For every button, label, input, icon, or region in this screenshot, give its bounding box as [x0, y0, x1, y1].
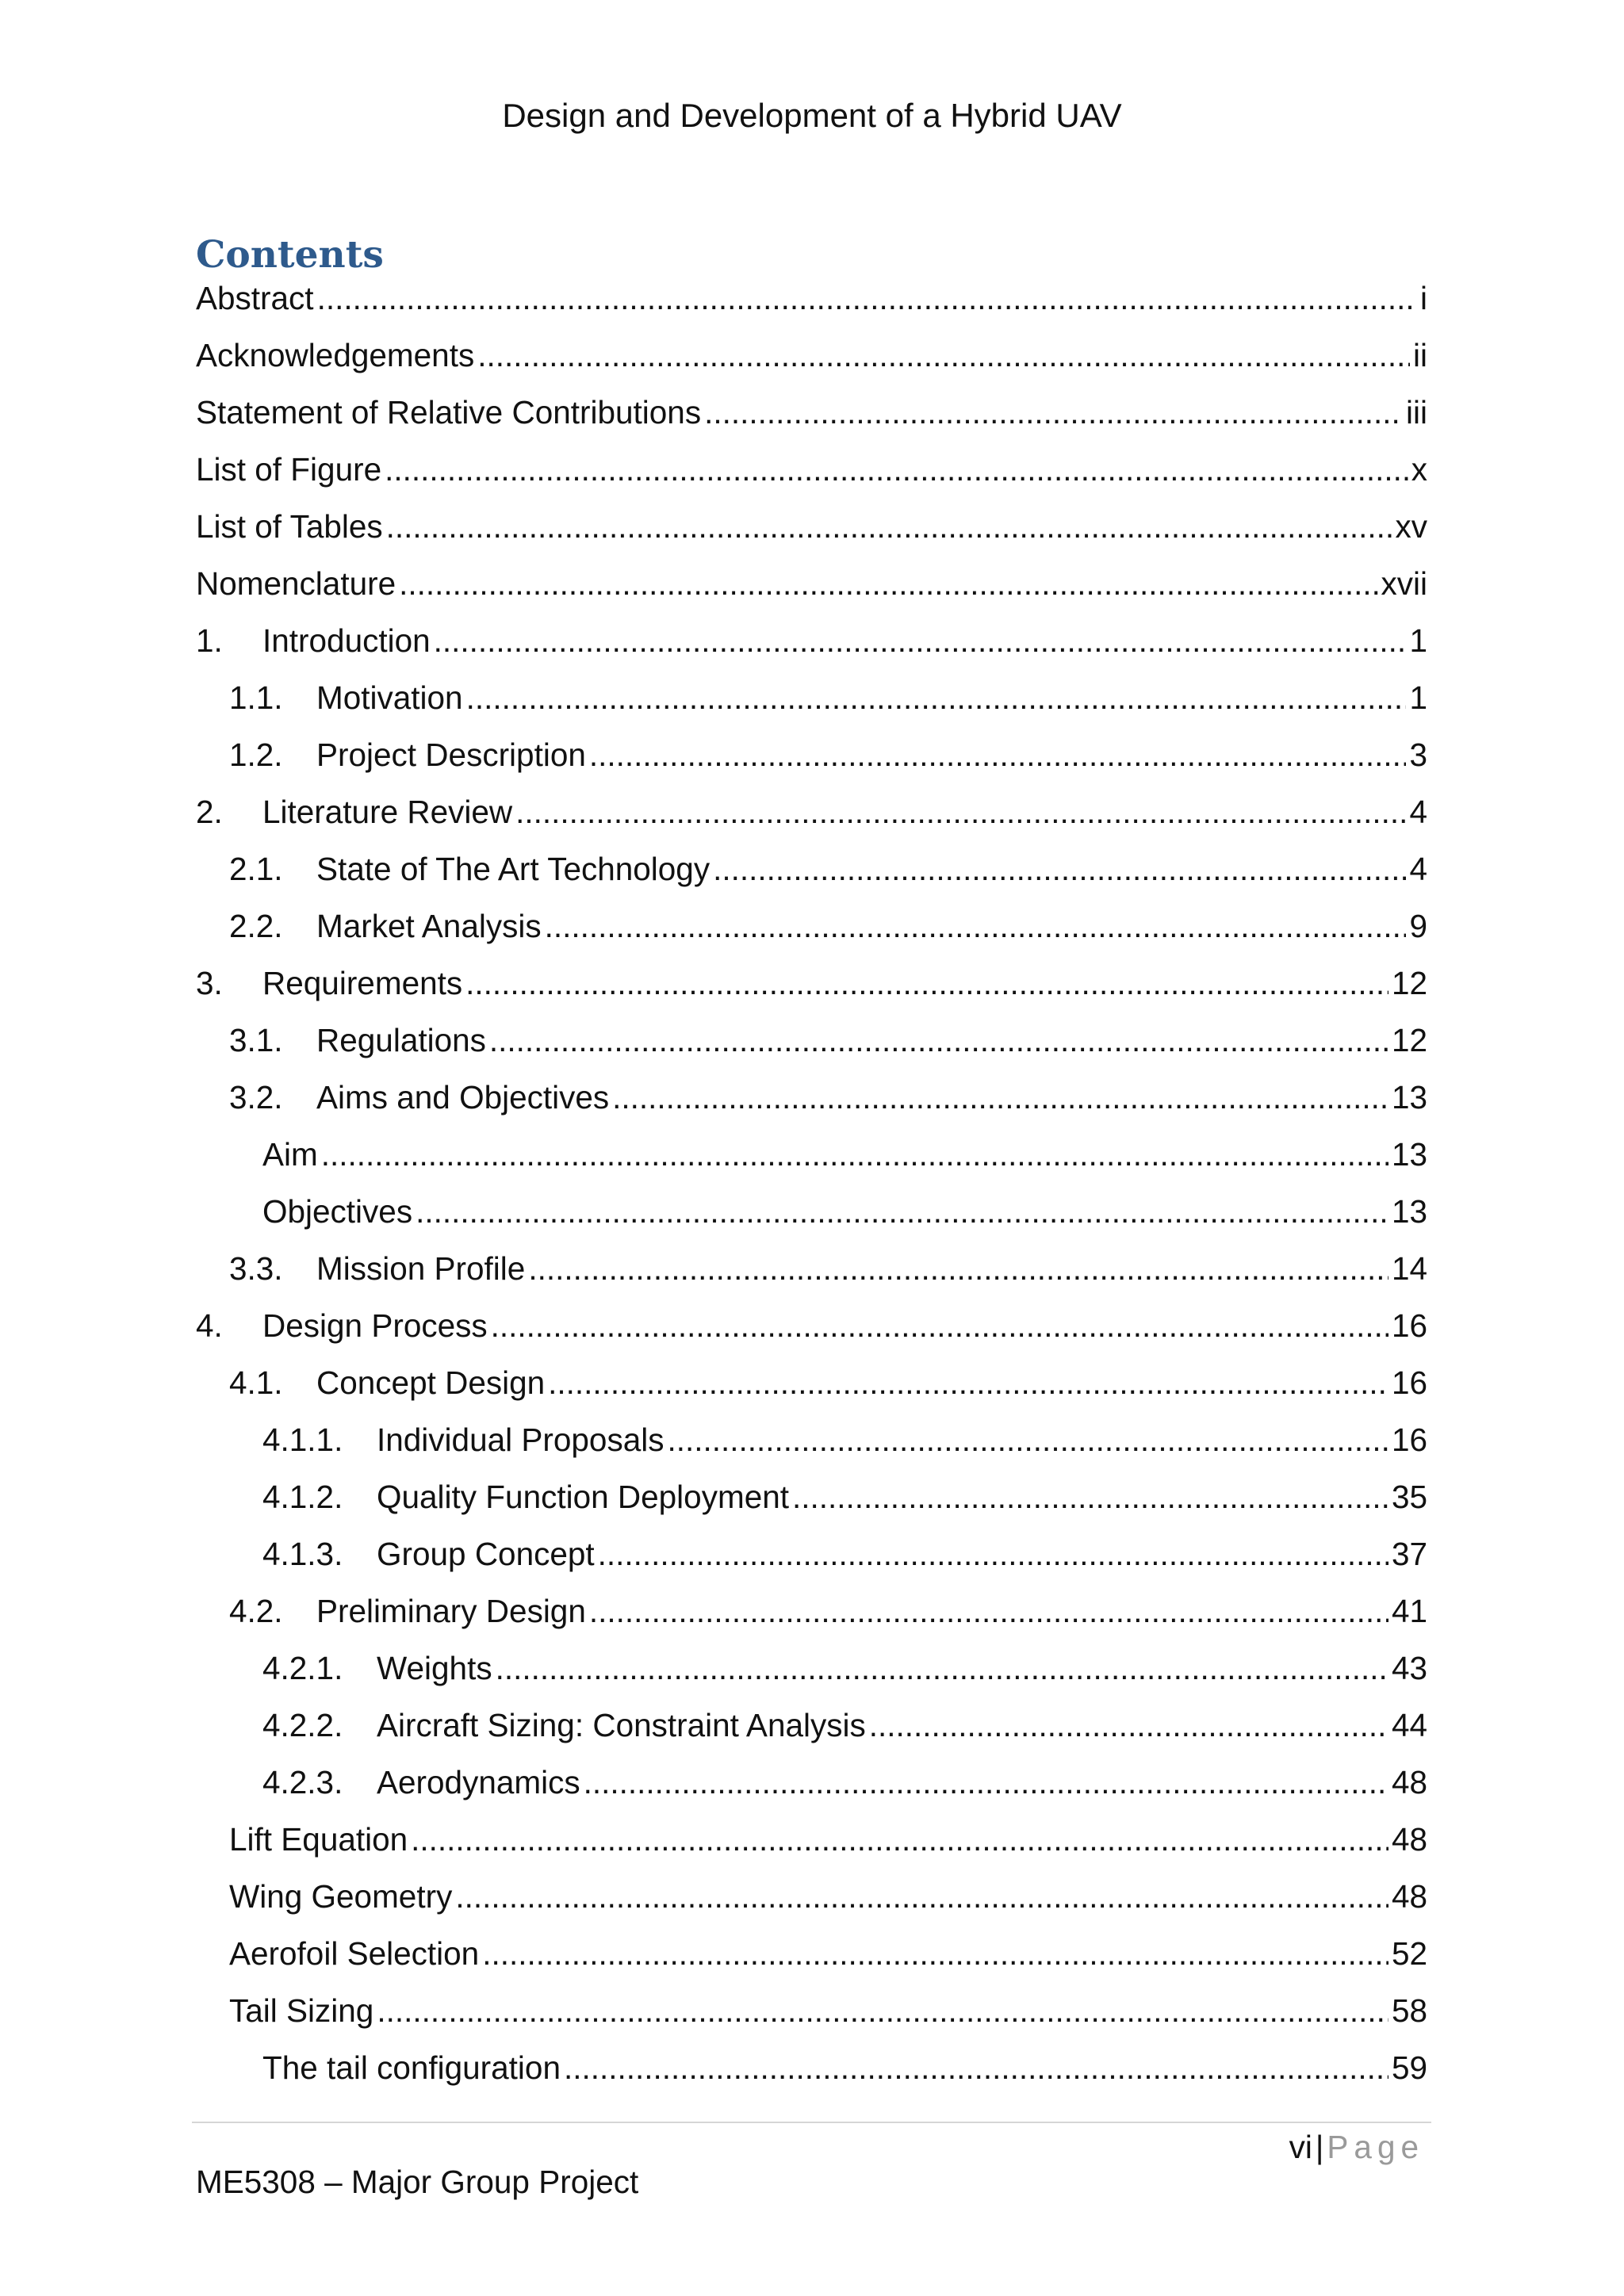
toc-entry-page: 13: [1391, 1079, 1427, 1115]
toc-entry-title: Group Concept: [377, 1536, 595, 1572]
toc-entry-page: iii: [1406, 394, 1427, 430]
page-number-value: vi: [1289, 2129, 1312, 2165]
toc-entry-title: List of Figure: [196, 451, 382, 488]
toc-entry-title: Statement of Relative Contributions: [196, 394, 702, 430]
toc-entry-title: Preliminary Design: [316, 1593, 586, 1629]
toc-entry[interactable]: [196, 504, 1427, 561]
toc-entry-page: 13: [1391, 1193, 1427, 1230]
toc-entry-title: Objectives: [262, 1193, 413, 1230]
toc-entry[interactable]: [196, 790, 1427, 847]
toc-dot-leader: [515, 790, 1406, 834]
toc-entry-title: Introduction: [262, 622, 431, 659]
toc-entry[interactable]: [196, 1018, 1427, 1075]
toc-entry-number: 2.2.: [229, 908, 283, 944]
toc-entry-number: 4.1.1.: [262, 1422, 343, 1458]
toc-entry-page: 44: [1391, 1707, 1427, 1743]
toc-entry-title: The tail configuration: [262, 2049, 561, 2086]
toc-entry-page: 37: [1391, 1536, 1427, 1572]
toc-entry-number: 4.1.3.: [262, 1536, 343, 1572]
toc-entry[interactable]: [196, 618, 1427, 675]
toc-dot-leader: [869, 1703, 1388, 1747]
toc-entry-number: 4.1.: [229, 1364, 283, 1401]
toc-entry-title: Tail Sizing: [229, 1992, 374, 2029]
toc-entry-page: 48: [1391, 1878, 1427, 1915]
toc-entry-number: 3.3.: [229, 1250, 283, 1287]
toc-entry[interactable]: [196, 961, 1427, 1018]
toc-dot-leader: [386, 504, 1392, 549]
toc-entry-title: Literature Review: [262, 794, 513, 830]
toc-entry[interactable]: [196, 1703, 1427, 1760]
toc-entry-title: Aerodynamics: [377, 1764, 580, 1800]
toc-entry-page: i: [1420, 280, 1427, 316]
toc-entry[interactable]: [196, 1646, 1427, 1703]
toc-dot-leader: [466, 675, 1407, 720]
toc-entry[interactable]: [196, 1931, 1427, 1988]
toc-dot-leader: [416, 1189, 1388, 1234]
toc-dot-leader: [465, 961, 1388, 1005]
toc-entry-page: 41: [1391, 1593, 1427, 1629]
toc-dot-leader: [704, 390, 1403, 434]
toc-entry-title: Requirements: [262, 965, 463, 1001]
toc-entry-page: 12: [1391, 965, 1427, 1001]
toc-dot-leader: [377, 1988, 1388, 2033]
toc-entry-number: 2.1.: [229, 851, 283, 887]
toc-entry[interactable]: [196, 675, 1427, 733]
toc-entry-page: 16: [1391, 1422, 1427, 1458]
toc-entry[interactable]: [196, 2045, 1427, 2103]
toc-entry-title: Aircraft Sizing: Constraint Analysis: [377, 1707, 866, 1743]
toc-entry-page: 4: [1409, 851, 1427, 887]
toc-entry-number: 3.: [196, 965, 223, 1001]
toc-entry[interactable]: [196, 1532, 1427, 1589]
toc-entry-page: 1: [1409, 679, 1427, 716]
toc-entry-title: Individual Proposals: [377, 1422, 665, 1458]
toc-dot-leader: [713, 847, 1406, 891]
page-number: [1289, 2125, 1424, 2169]
toc-entry-title: Lift Equation: [229, 1821, 408, 1858]
toc-entry-page: 52: [1391, 1935, 1427, 1972]
toc-dot-leader: [482, 1931, 1388, 1976]
toc-entry[interactable]: [196, 1246, 1427, 1303]
toc-dot-leader: [455, 1874, 1388, 1919]
footer-course-title: ME5308 – Major Group Project: [196, 2164, 639, 2200]
toc-entry-title: List of Tables: [196, 508, 383, 545]
toc-entry-title: Market Analysis: [316, 908, 542, 944]
toc-entry-number: 1.2.: [229, 737, 283, 773]
toc-entry-title: Nomenclature: [196, 565, 396, 602]
toc-entry-number: 4.2.2.: [262, 1707, 343, 1743]
toc-dot-leader: [548, 1360, 1388, 1405]
toc-entry[interactable]: [196, 847, 1427, 904]
toc-entry-page: x: [1411, 451, 1427, 488]
toc-dot-leader: [434, 618, 1407, 663]
toc-entry-title: Weights: [377, 1650, 492, 1686]
toc-dot-leader: [545, 904, 1407, 948]
toc-entry[interactable]: [196, 1418, 1427, 1475]
contents-heading: Contents: [196, 233, 384, 277]
toc-entry-page: xvii: [1381, 565, 1427, 602]
toc-entry-number: 3.2.: [229, 1079, 283, 1115]
toc-entry[interactable]: [196, 1874, 1427, 1931]
toc-entry-number: 4.2.: [229, 1593, 283, 1629]
toc-dot-leader: [411, 1817, 1388, 1862]
toc-entry[interactable]: [196, 1475, 1427, 1532]
toc-entry-title: Quality Function Deployment: [377, 1479, 789, 1515]
toc-dot-leader: [496, 1646, 1388, 1690]
toc-entry-page: 43: [1391, 1650, 1427, 1686]
toc-dot-leader: [491, 1303, 1388, 1348]
toc-dot-leader: [584, 1760, 1388, 1804]
toc-entry-page: xv: [1395, 508, 1427, 545]
table-of-contents: [196, 276, 1427, 2103]
toc-entry-number: 3.1.: [229, 1022, 283, 1058]
toc-entry[interactable]: [196, 1817, 1427, 1874]
toc-entry[interactable]: [196, 1075, 1427, 1132]
page-header-title: Design and Development of a Hybrid UAV: [502, 97, 1122, 134]
toc-entry[interactable]: [196, 1760, 1427, 1817]
toc-entry-number: 4.2.3.: [262, 1764, 343, 1800]
toc-entry-page: 58: [1391, 1992, 1427, 2029]
toc-dot-leader: [589, 733, 1407, 777]
toc-entry-title: Mission Profile: [316, 1250, 526, 1287]
toc-entry[interactable]: [196, 333, 1427, 390]
page-label: Page: [1327, 2129, 1424, 2165]
toc-dot-leader: [399, 561, 1377, 606]
toc-entry-page: 1: [1409, 622, 1427, 659]
toc-entry[interactable]: [196, 1988, 1427, 2045]
toc-entry-page: 48: [1391, 1821, 1427, 1858]
toc-dot-leader: [598, 1532, 1388, 1576]
toc-dot-leader: [528, 1246, 1388, 1291]
toc-dot-leader: [792, 1475, 1388, 1519]
toc-entry-page: 48: [1391, 1764, 1427, 1800]
toc-entry-page: ii: [1413, 337, 1427, 373]
toc-entry-number: 4.: [196, 1307, 223, 1344]
toc-entry-page: 13: [1391, 1136, 1427, 1173]
toc-entry[interactable]: [196, 1189, 1427, 1246]
toc-entry-title: State of The Art Technology: [316, 851, 710, 887]
toc-dot-leader: [564, 2045, 1388, 2090]
toc-dot-leader: [667, 1418, 1388, 1462]
toc-entry[interactable]: [196, 276, 1427, 333]
toc-entry-page: 9: [1409, 908, 1427, 944]
toc-entry-page: 3: [1409, 737, 1427, 773]
toc-entry-page: 59: [1391, 2049, 1427, 2086]
toc-dot-leader: [489, 1018, 1388, 1062]
toc-entry-title: Acknowledgements: [196, 337, 475, 373]
toc-entry-title: Aerofoil Selection: [229, 1935, 480, 1972]
toc-dot-leader: [477, 333, 1410, 377]
toc-entry-page: 4: [1409, 794, 1427, 830]
toc-entry-page: 35: [1391, 1479, 1427, 1515]
toc-entry-page: 14: [1391, 1250, 1427, 1287]
toc-entry[interactable]: [196, 1132, 1427, 1189]
toc-entry-number: 4.2.1.: [262, 1650, 343, 1686]
toc-entry-number: 2.: [196, 794, 223, 830]
toc-entry[interactable]: [196, 561, 1427, 618]
toc-entry[interactable]: [196, 1360, 1427, 1418]
toc-entry-title: Aim: [262, 1136, 318, 1173]
page-number-separator: |: [1315, 2129, 1324, 2165]
toc-entry-title: Concept Design: [316, 1364, 546, 1401]
footer-divider: [192, 2122, 1431, 2123]
toc-dot-leader: [385, 447, 1408, 492]
toc-entry-title: Abstract: [196, 280, 314, 316]
toc-entry-number: 4.1.2.: [262, 1479, 343, 1515]
toc-entry[interactable]: [196, 447, 1427, 504]
toc-entry-number: 1.: [196, 622, 223, 659]
toc-entry-title: Wing Geometry: [229, 1878, 453, 1915]
toc-entry[interactable]: [196, 1303, 1427, 1360]
toc-entry-title: Regulations: [316, 1022, 486, 1058]
toc-entry-title: Motivation: [316, 679, 463, 716]
toc-dot-leader: [317, 276, 1417, 320]
toc-entry-page: 16: [1391, 1364, 1427, 1401]
toc-entry-page: 12: [1391, 1022, 1427, 1058]
toc-entry[interactable]: [196, 904, 1427, 961]
toc-entry-page: 16: [1391, 1307, 1427, 1344]
toc-dot-leader: [589, 1589, 1388, 1633]
toc-dot-leader: [612, 1075, 1388, 1119]
toc-entry[interactable]: [196, 1589, 1427, 1646]
toc-entry[interactable]: [196, 733, 1427, 790]
toc-entry[interactable]: [196, 390, 1427, 447]
toc-entry-title: Design Process: [262, 1307, 488, 1344]
toc-dot-leader: [321, 1132, 1388, 1177]
toc-entry-number: 1.1.: [229, 679, 283, 716]
toc-entry-title: Project Description: [316, 737, 586, 773]
toc-entry-title: Aims and Objectives: [316, 1079, 610, 1115]
